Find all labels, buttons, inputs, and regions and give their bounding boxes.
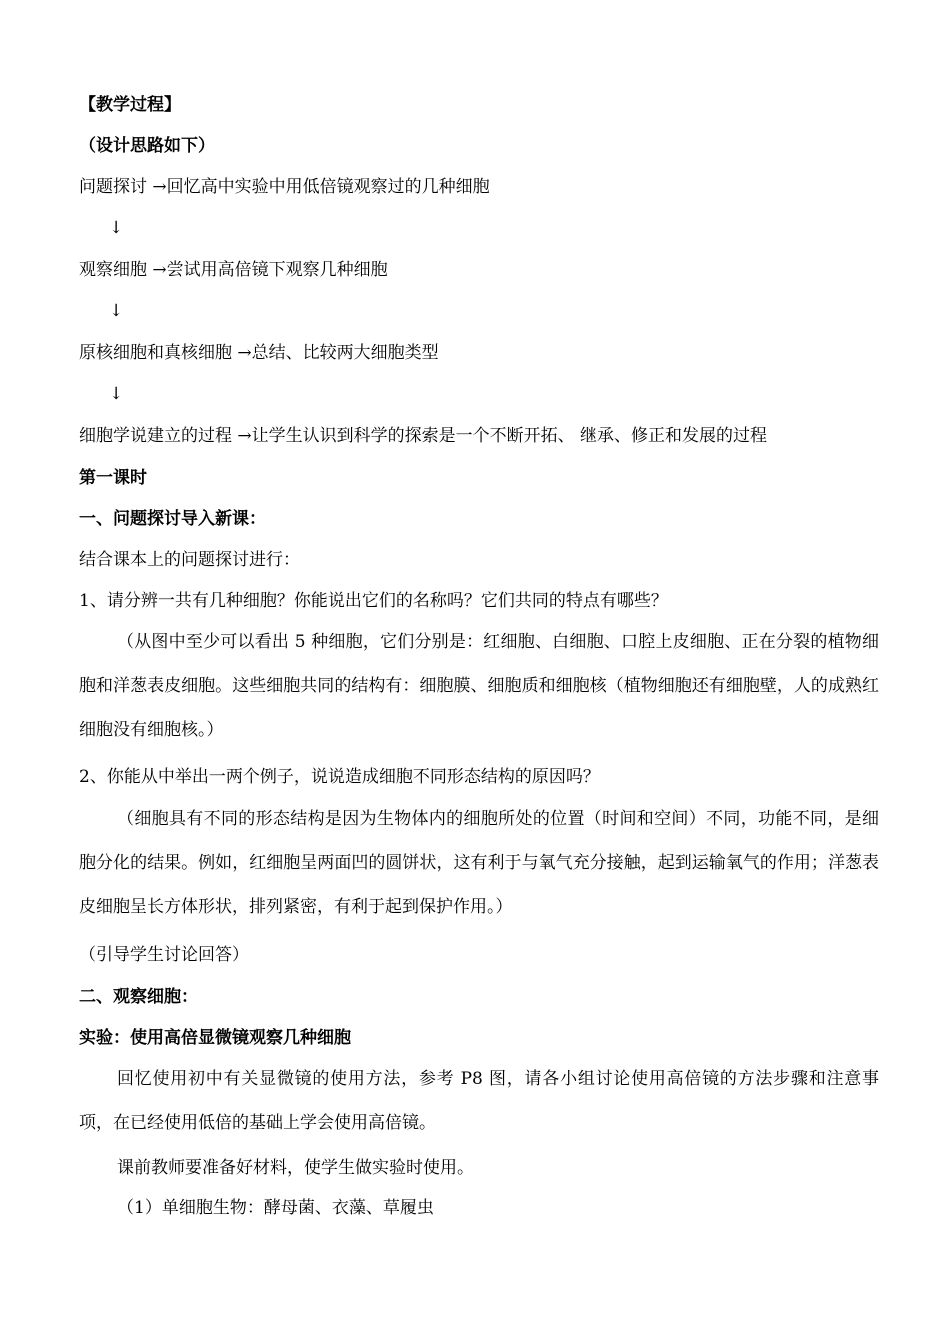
question-1: 1、请分辨一共有几种细胞？你能说出它们的名称吗？它们共同的特点有哪些？	[79, 591, 668, 611]
flow-step-3: 原核细胞和真核细胞 →总结、比较两大细胞类型	[79, 343, 439, 363]
design-note: （设计思路如下）	[79, 136, 215, 156]
down-arrow-icon: ↓	[109, 301, 124, 321]
guide-note: （引导学生讨论回答）	[79, 945, 249, 965]
part2-title: 二、观察细胞：	[79, 987, 198, 1007]
down-arrow-icon: ↓	[109, 218, 124, 238]
down-arrow-icon: ↓	[109, 384, 124, 404]
material-item-1: （1）单细胞生物：酵母菌、衣藻、草履虫	[117, 1198, 434, 1218]
flow-step-1: 问题探讨 →回忆高中实验中用低倍镜观察过的几种细胞	[79, 177, 490, 197]
prep-note: 课前教师要准备好材料，使学生做实验时使用。	[117, 1158, 474, 1178]
experiment-paragraph: 回忆使用初中有关显微镜的使用方法，参考 P8 图，请各小组讨论使用高倍镜的方法步骤和注意事项，在已经使用低倍的基础上学会使用高倍镜。	[79, 1069, 879, 1133]
flow-step-2: 观察细胞 →尝试用高倍镜下观察几种细胞	[79, 260, 388, 280]
part1-intro: 结合课本上的问题探讨进行：	[79, 550, 300, 570]
lesson-title: 第一课时	[79, 468, 147, 488]
part1-title: 一、问题探讨导入新课：	[79, 509, 266, 529]
question-2: 2、你能从中举出一两个例子，说说造成细胞不同形态结构的原因吗？	[79, 767, 600, 787]
answer-1: （从图中至少可以看出 5 种细胞，它们分别是：红细胞、白细胞、口腔上皮细胞、正在分裂的植物细胞和洋葱表皮细胞。这些细胞共同的结构有：细胞膜、细胞质和细胞核（植物细胞还有细胞壁，人的成熟红细胞没有细胞核。）	[79, 632, 879, 740]
answer-2: （细胞具有不同的形态结构是因为生物体内的细胞所处的位置（时间和空间）不同，功能不同，是细胞分化的结果。例如，红细胞呈两面凹的圆饼状，这有利于与氧气充分接触，起到运输氧气的作用；洋葱表皮细胞呈长方体形状，排列紧密，有利于起到保护作用。）	[79, 809, 879, 917]
experiment-title: 实验：使用高倍显微镜观察几种细胞	[79, 1028, 351, 1048]
flow-step-4: 细胞学说建立的过程 →让学生认识到科学的探索是一个不断开拓、 继承、修正和发展的过程	[79, 426, 768, 446]
section-title: 【教学过程】	[79, 95, 181, 115]
